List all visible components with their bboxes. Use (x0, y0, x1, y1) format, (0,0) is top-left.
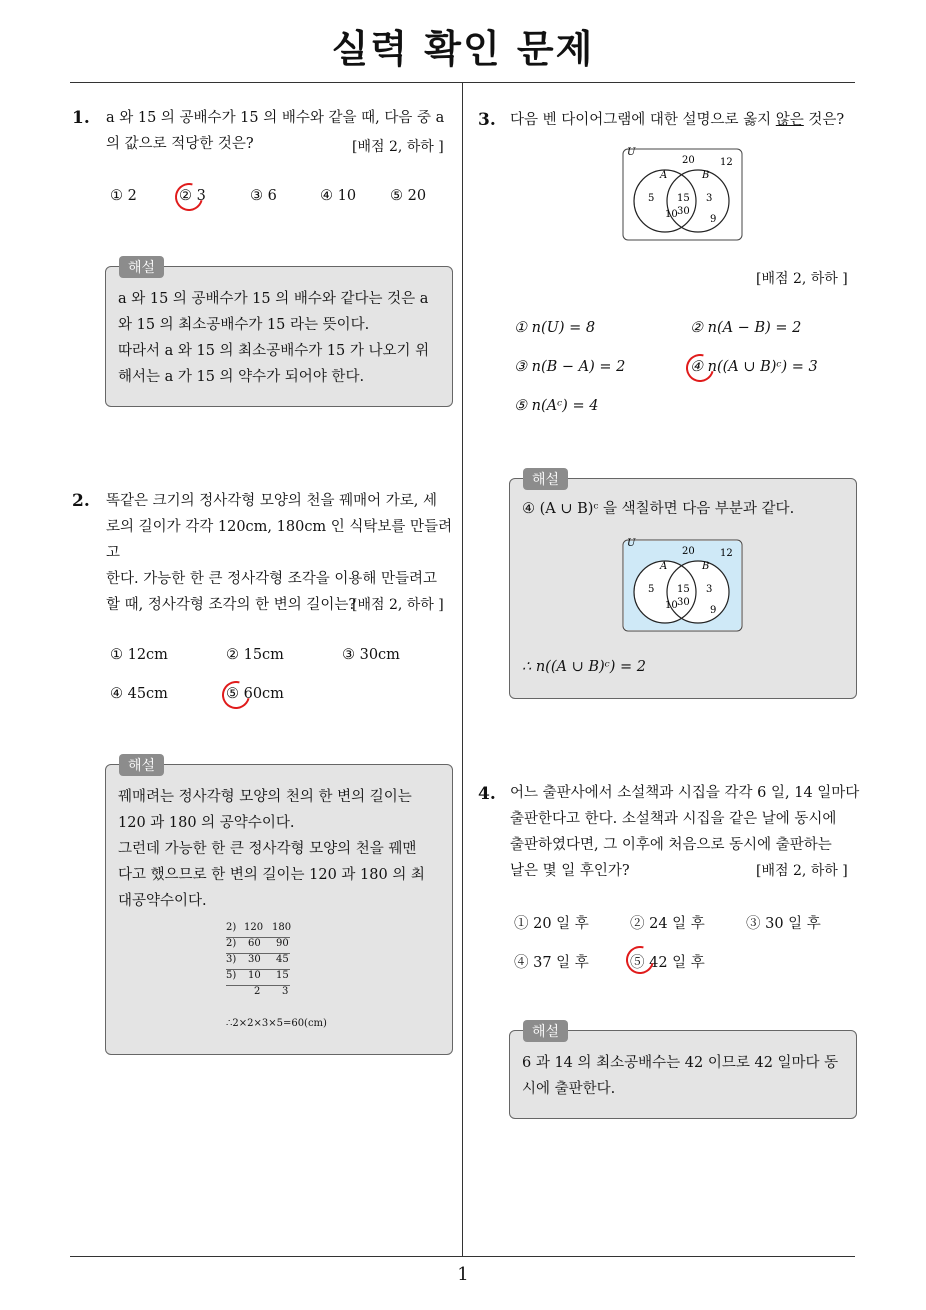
question-1-number: 1. (72, 108, 90, 128)
question-4-meta: [배점 2, 하하 ] (756, 863, 848, 879)
question-4-line-1: 어느 출판사에서 소설책과 시집을 각각 6 일, 14 일마다 (510, 785, 860, 801)
q2-solution-line-1: 꿰매려는 정사각형 모양의 천의 한 변의 길이는 (118, 789, 412, 805)
q2-division-row: 3) 30 45 (226, 954, 290, 970)
page-title: 실력 확인 문제 (331, 27, 595, 71)
bottom-rule (70, 1256, 855, 1257)
venn-ab-bottom: 30 (677, 206, 690, 217)
q1-choice-2[interactable]: ② 3 (179, 188, 206, 204)
q2-solution-text (118, 784, 448, 914)
venn-label-a: A (660, 561, 668, 572)
q3-solution-venn-svg (622, 534, 744, 632)
question-2-meta: [배점 2, 하하 ] (352, 597, 444, 613)
page-number: 1 (457, 1264, 469, 1285)
venn-a-low: 10 (665, 209, 678, 220)
venn-label-u: U (627, 147, 636, 158)
q2-choice-2[interactable]: ② 15cm (226, 647, 284, 663)
question-2-line-4: 할 때, 정사각형 조각의 한 변의 길이는? (106, 597, 357, 613)
question-2-line-1: 똑같은 크기의 정사각형 모양의 천을 꿰매어 가로, 세 (106, 493, 438, 509)
q2-division-row: 2 3 (254, 986, 289, 997)
question-4-number: 4. (478, 784, 496, 804)
venn-a-only: 5 (648, 193, 655, 204)
q2-solution-tag: 해설 (119, 754, 164, 776)
q3-solution-line: ④ (A ∪ B)ᶜ 을 색칠하면 다음 부분과 같다. (522, 501, 795, 517)
underlined-word: 않은 (775, 112, 804, 128)
q1-solution-text (118, 286, 448, 390)
q4-solution-text (522, 1050, 852, 1102)
venn-a-low: 10 (665, 600, 678, 611)
q1-choice-1[interactable]: ① 2 (110, 188, 137, 204)
venn-b-only: 3 (706, 584, 713, 595)
q1-answer-mark (170, 178, 208, 216)
q2-choice-4[interactable]: ④ 45cm (110, 686, 168, 702)
question-2-number: 2. (72, 491, 90, 511)
question-4-line-2: 출판한다고 한다. 소설책과 시집을 같은 날에 동시에 (510, 811, 837, 827)
venn-ab-top: 15 (677, 584, 690, 595)
q3-choice-1[interactable]: ① n(U) = 8 (514, 320, 596, 336)
q2-choice-1[interactable]: ① 12cm (110, 647, 168, 663)
venn-label-b: B (702, 561, 710, 572)
question-1-line-1: a 와 15 의 공배수가 15 의 배수와 같을 때, 다음 중 a (106, 110, 445, 126)
q1-solution-line-1: a 와 15 의 공배수가 15 의 배수와 같다는 것은 a (118, 291, 429, 307)
question-3-text: 다음 벤 다이어그램에 대한 설명으로 옳지 않은 것은? (510, 112, 845, 128)
venn-outside-corner: 12 (720, 157, 733, 168)
q4-choice-5[interactable]: ⑤ 42 일 후 (630, 955, 705, 971)
question-2-line-2: 로의 길이가 각각 120cm, 180cm 인 식탁보를 만들려고 (106, 519, 453, 561)
q4-solution-tag: 해설 (523, 1020, 568, 1042)
q3-choice-3[interactable]: ③ n(B − A) = 2 (514, 359, 626, 375)
q1-choice-4[interactable]: ④ 10 (320, 188, 357, 204)
q3-solution-conclusion: ∴ n((A ∪ B)ᶜ) = 2 (522, 659, 647, 675)
q1-solution-line-2: 와 15 의 최소공배수가 15 라는 뜻이다. (118, 317, 370, 333)
venn-label-u: U (627, 538, 636, 549)
venn-outside-corner: 12 (720, 548, 733, 559)
question-2-line-3: 한다. 가능한 한 큰 정사각형 조각을 이용해 만들려고 (106, 571, 438, 587)
venn-ab-top: 15 (677, 193, 690, 204)
q2-solution-line-4: 다고 했으므로 한 변의 길이는 120 과 180 의 최 (118, 867, 425, 883)
venn-ab-bottom: 30 (677, 597, 690, 608)
q4-choice-1[interactable]: ① 20 일 후 (514, 916, 589, 932)
q3-venn-diagram (622, 143, 744, 241)
venn-b-low: 9 (710, 214, 717, 225)
q1-solution-tag: 해설 (119, 256, 164, 278)
venn-a-only: 5 (648, 584, 655, 595)
q1-solution-line-4: 해서는 a 가 15 의 약수가 되어야 한다. (118, 369, 365, 385)
q4-solution-line-2: 시에 출판한다. (522, 1081, 616, 1097)
q3-choice-5[interactable]: ⑤ n(Aᶜ) = 4 (514, 398, 599, 414)
q3-choice-4[interactable]: ④ n((A ∪ B)ᶜ) = 3 (690, 359, 818, 375)
question-3-number: 3. (478, 110, 496, 130)
q3-solution-tag: 해설 (523, 468, 568, 490)
q2-solution-line-5: 대공약수이다. (118, 893, 207, 909)
q2-answer-mark (217, 676, 255, 714)
question-1-meta: [배점 2, 하하 ] (352, 139, 444, 155)
q1-choice-5[interactable]: ⑤ 20 (390, 188, 427, 204)
venn-label-a: A (660, 170, 668, 181)
question-4-line-4: 날은 몇 일 후인가? (510, 863, 630, 879)
q2-solution-line-2: 120 과 180 의 공약수이다. (118, 815, 295, 831)
q4-choice-4[interactable]: ④ 37 일 후 (514, 955, 589, 971)
q4-answer-mark (621, 941, 659, 979)
venn-outside-top: 20 (682, 546, 695, 557)
q3-choice-2[interactable]: ② n(A − B) = 2 (690, 320, 802, 336)
question-3-meta: [배점 2, 하하 ] (756, 271, 848, 287)
q2-choice-5[interactable]: ⑤ 60cm (226, 686, 284, 702)
q1-choice-3[interactable]: ③ 6 (250, 188, 277, 204)
q2-division-table (226, 922, 306, 1001)
q4-choice-3[interactable]: ③ 30 일 후 (746, 916, 821, 932)
q2-division-row: 5) 10 15 (226, 970, 290, 986)
column-divider (462, 82, 463, 1257)
q2-choice-3[interactable]: ③ 30cm (342, 647, 400, 663)
q2-division-row: 2) 60 90 (226, 938, 290, 954)
q2-solution-line-3: 그런데 가능한 한 큰 정사각형 모양의 천을 꿰맨 (118, 841, 417, 857)
q1-solution-line-3: 따라서 a 와 15 의 최소공배수가 15 가 나오기 위 (118, 343, 430, 359)
venn-outside-top: 20 (682, 155, 695, 166)
q3-solution-venn (622, 534, 744, 632)
question-1-line-2: 의 값으로 적당한 것은? (106, 136, 254, 152)
q3-answer-mark (681, 349, 719, 387)
venn-b-only: 3 (706, 193, 713, 204)
question-4-line-3: 출판하였다면, 그 이후에 처음으로 동시에 출판하는 (510, 837, 832, 853)
q2-division-row: 2) 120 180 (226, 922, 290, 938)
venn-label-b: B (702, 170, 710, 181)
q2-conclusion: ∴2×2×3×5=60(cm) (226, 1018, 327, 1029)
q4-choice-2[interactable]: ② 24 일 후 (630, 916, 705, 932)
venn-b-low: 9 (710, 605, 717, 616)
q4-solution-line-1: 6 과 14 의 최소공배수는 42 이므로 42 일마다 동 (522, 1055, 839, 1071)
q3-venn-svg (622, 143, 744, 241)
